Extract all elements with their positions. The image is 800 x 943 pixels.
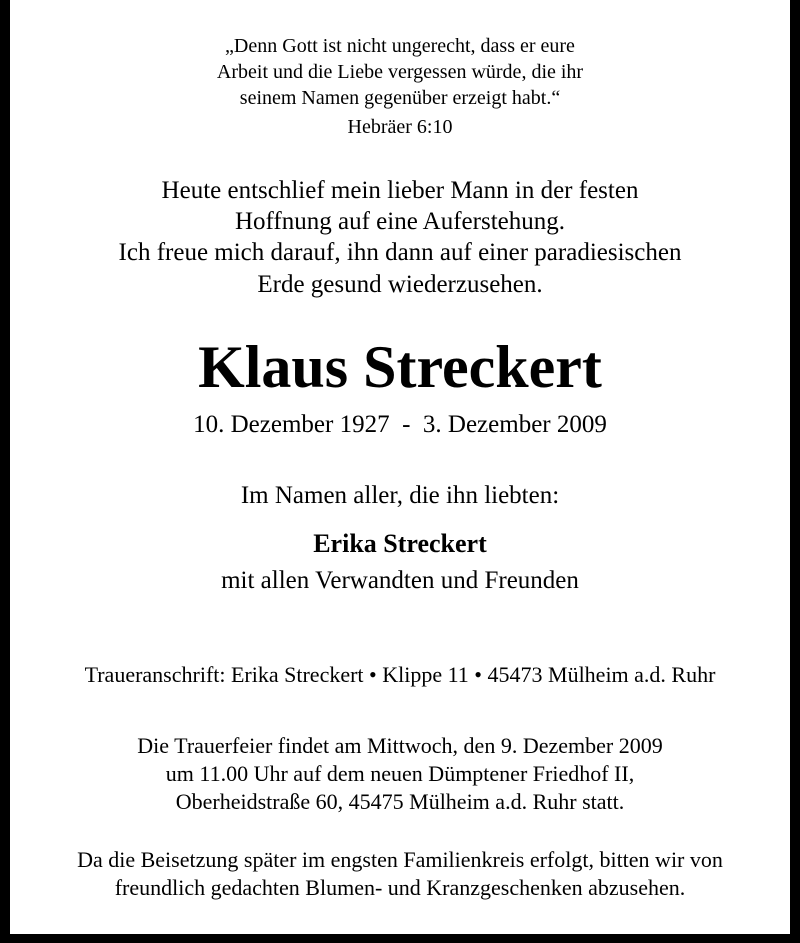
funeral-line: Oberheidstraße 60, 45475 Mülheim a.d. Ruhr statt.	[175, 789, 625, 814]
life-dates: 10. Dezember 1927 - 3. Dezember 2009	[193, 411, 607, 438]
announcement-line: Hoffnung auf eine Auferstehung.	[234, 208, 565, 235]
verse-line: seinem Namen gegenüber erzeigt habt.“	[239, 87, 561, 109]
mourners-others: mit allen Verwandten und Freunden	[221, 567, 579, 594]
mourners-intro: Im Namen aller, die ihn liebten:	[240, 482, 560, 509]
mourning-address: Traueranschrift: Erika Streckert • Klippe 11 • 45473 Mülheim a.d. Ruhr	[84, 662, 716, 687]
announcement-line: Heute entschlief mein lieber Mann in der festen	[161, 177, 639, 204]
mourner-name: Erika Streckert	[313, 529, 487, 558]
deceased-name: Klaus Streckert	[198, 334, 602, 400]
funeral-line: um 11.00 Uhr auf dem neuen Dümptener Friedhof II,	[165, 761, 635, 786]
announcement-line: Erde gesund wiederzusehen.	[257, 271, 543, 298]
burial-note-line: freundlich gedachten Blumen- und Kranzgeschenken abzusehen.	[114, 875, 686, 900]
burial-note-line: Da die Beisetzung später im engsten Familienkreis erfolgt, bitten wir von	[77, 847, 723, 872]
verse-line: „Denn Gott ist nicht ungerecht, dass er eure	[225, 35, 575, 57]
verse-reference: Hebräer 6:10	[347, 116, 453, 138]
announcement-line: Ich freue mich darauf, ihn dann auf einer paradiesischen	[118, 239, 682, 266]
funeral-line: Die Trauerfeier findet am Mittwoch, den 9. Dezember 2009	[137, 733, 663, 758]
verse-line: Arbeit und die Liebe vergessen würde, die ihr	[216, 61, 584, 83]
